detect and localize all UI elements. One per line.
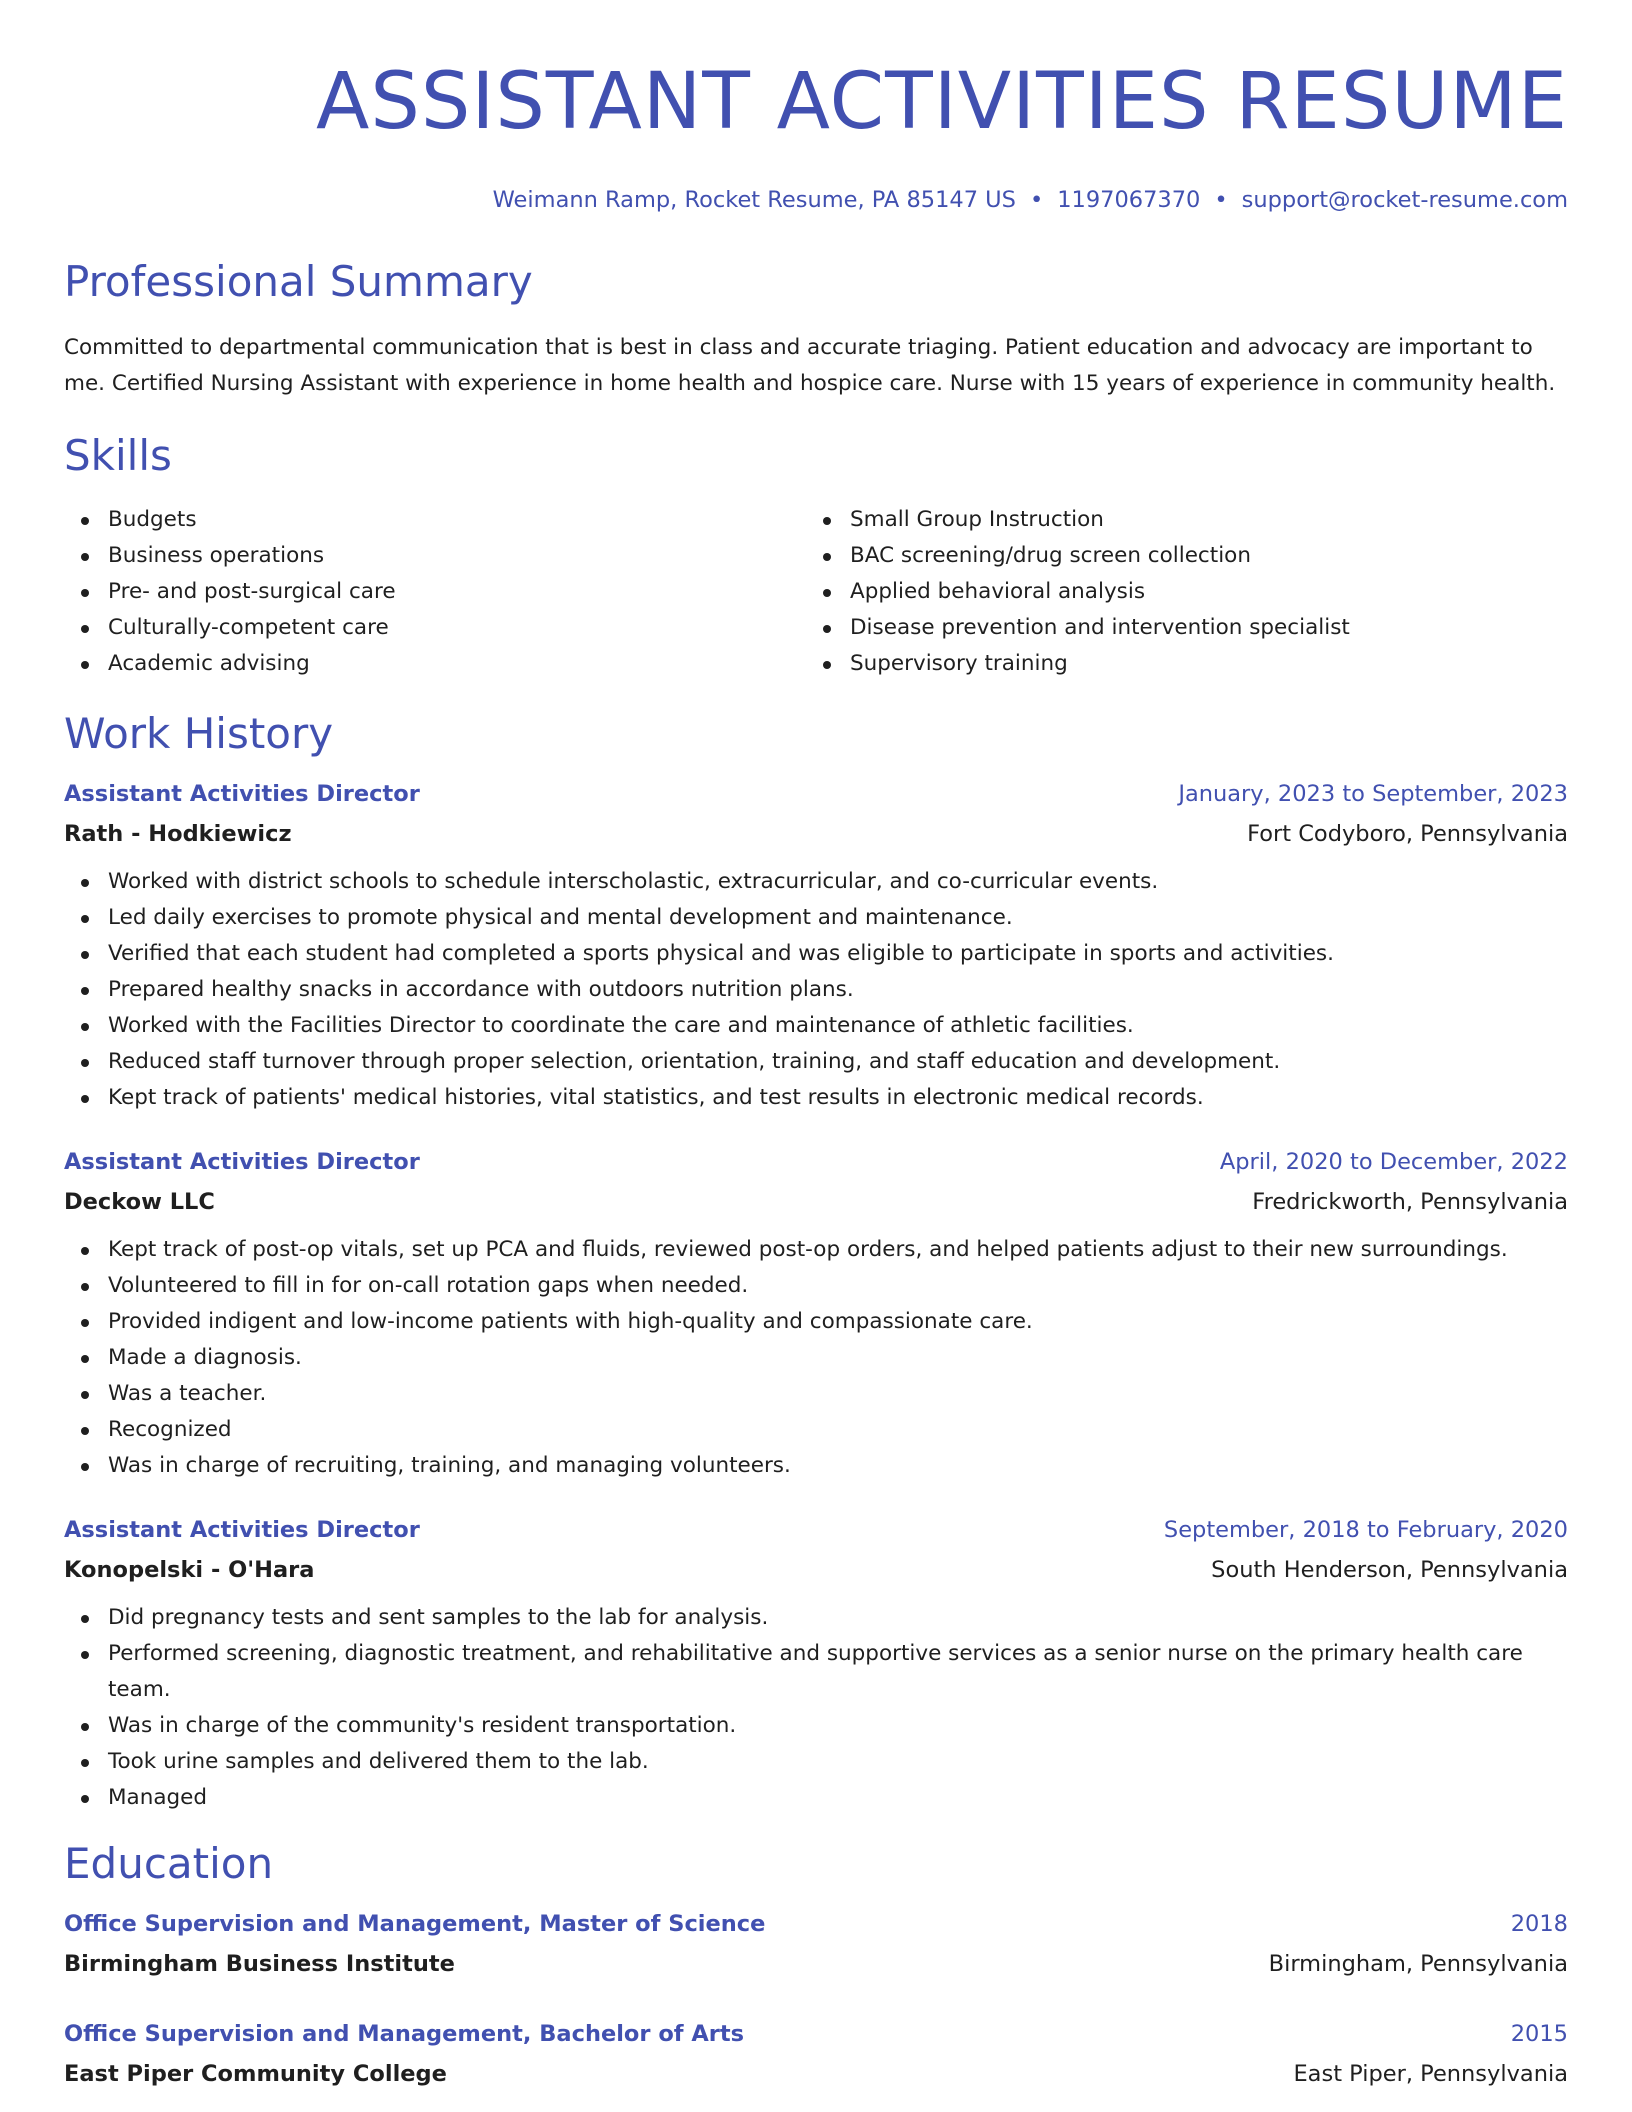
education-school: Birmingham Business Institute [64,1951,455,1977]
job-company-row [64,1182,1568,1222]
job-company: Rath - Hodkiewicz [64,821,292,847]
list-item: Was a teacher. [64,1376,1568,1412]
education-degree: Office Supervision and Management, Master of Science [64,1911,766,1937]
job-entry [64,1142,1568,1484]
list-item: Performed screening, diagnostic treatment, and rehabilitative and supportive services as a senior nurse on the primary health care team. [64,1636,1568,1708]
job-role: Assistant Activities Director [64,1149,420,1175]
job-dates: September, 2018 to February, 2020 [1163,1517,1568,1543]
education-entry [64,1904,1568,1984]
education-header-row [64,1904,1568,1944]
education-heading: Education [64,1839,274,1888]
list-item: Did pregnancy tests and sent samples to the lab for analysis. [64,1600,1568,1636]
job-location: South Henderson, Pennsylvania [1211,1557,1568,1583]
job-entry [64,1510,1568,1816]
contact-separator: • [1029,187,1044,213]
job-company: Konopelski - O'Hara [64,1557,315,1583]
education-header-row [64,2014,1568,2054]
job-company-row [64,814,1568,854]
list-item: Led daily exercises to promote physical and mental development and maintenance. [64,900,1568,936]
work-history-heading: Work History [64,709,334,758]
list-item: Volunteered to fill in for on-call rotation gaps when needed. [64,1268,1568,1304]
job-location: Fredrickworth, Pennsylvania [1252,1189,1568,1215]
job-header-row [64,774,1568,814]
job-header-row [64,1510,1568,1550]
job-dates: January, 2023 to September, 2023 [1178,781,1568,807]
skills-list [64,502,1568,682]
education-location: East Piper, Pennsylvania [1293,2061,1568,2087]
list-item: Kept track of patients' medical histories, vital statistics, and test results in electronic medical records. [64,1080,1568,1116]
list-item: Took urine samples and delivered them to the lab. [64,1744,1568,1780]
skill-item: Supervisory training [806,646,1548,682]
list-item: Provided indigent and low-income patients with high-quality and compassionate care. [64,1304,1568,1340]
contact-phone: 1197067370 [1057,187,1201,213]
list-item: Was in charge of recruiting, training, and managing volunteers. [64,1448,1568,1484]
education-school-row [64,2054,1568,2094]
job-role: Assistant Activities Director [64,781,420,807]
resume-page [64,0,1568,2094]
contact-line [64,184,1568,216]
education-school-row [64,1944,1568,1984]
job-bullets [64,1232,1568,1484]
skill-item: Culturally-competent care [64,610,806,646]
list-item: Kept track of post-op vitals, set up PCA and fluids, reviewed post-op orders, and helped patients adjust to their new surroundings. [64,1232,1568,1268]
education-year: 2018 [1510,1911,1568,1937]
skills-column-right [806,502,1548,682]
job-company: Deckow LLC [64,1189,215,1215]
job-bullets [64,864,1568,1116]
job-bullets [64,1600,1568,1816]
job-role: Assistant Activities Director [64,1517,420,1543]
skills-column-left [64,502,806,682]
job-entry [64,774,1568,1116]
skill-item: Pre- and post-surgical care [64,574,806,610]
education-degree: Office Supervision and Management, Bachelor of Arts [64,2021,745,2047]
job-location: Fort Codyboro, Pennsylvania [1247,821,1568,847]
job-header-row [64,1142,1568,1182]
list-item: Was in charge of the community's resident transportation. [64,1708,1568,1744]
skill-item: Applied behavioral analysis [806,574,1548,610]
list-item: Prepared healthy snacks in accordance with outdoors nutrition plans. [64,972,1568,1008]
contact-separator: • [1214,187,1228,213]
job-dates: April, 2020 to December, 2022 [1219,1149,1568,1175]
job-company-row [64,1550,1568,1590]
education-location: Birmingham, Pennsylvania [1268,1951,1568,1977]
skills-heading: Skills [64,431,172,480]
list-item: Worked with the Facilities Director to coordinate the care and maintenance of athletic facilities. [64,1008,1568,1044]
skill-item: Disease prevention and intervention specialist [806,610,1548,646]
list-item: Made a diagnosis. [64,1340,1568,1376]
list-item: Managed [64,1780,1568,1816]
contact-email[interactable]: support@rocket-resume.com [1241,187,1568,213]
list-item: Recognized [64,1412,1568,1448]
skill-item: BAC screening/drug screen collection [806,538,1548,574]
education-school: East Piper Community College [64,2061,447,2087]
contact-address: Weimann Ramp, Rocket Resume, PA 85147 US [492,187,1016,213]
summary-text: Committed to departmental communication that is best in class and accurate triaging. Patient education and advocacy are important to me. Certified Nursing Assistant with experience in home health and hospice care. Nurse with 15 years of experience in community health. [64,335,1556,396]
skill-item: Budgets [64,502,806,538]
skill-item: Business operations [64,538,806,574]
education-year: 2015 [1510,2021,1568,2047]
education-entry [64,2014,1568,2094]
summary-heading: Professional Summary [64,257,533,306]
skill-item: Small Group Instruction [806,502,1548,538]
list-item: Verified that each student had completed a sports physical and was eligible to participate in sports and activities. [64,936,1568,972]
list-item: Reduced staff turnover through proper selection, orientation, training, and staff education and development. [64,1044,1568,1080]
resume-title: ASSISTANT ACTIVITIES RESUME [316,57,1568,147]
list-item: Worked with district schools to schedule interscholastic, extracurricular, and co-curricular events. [64,864,1568,900]
skill-item: Academic advising [64,646,806,682]
